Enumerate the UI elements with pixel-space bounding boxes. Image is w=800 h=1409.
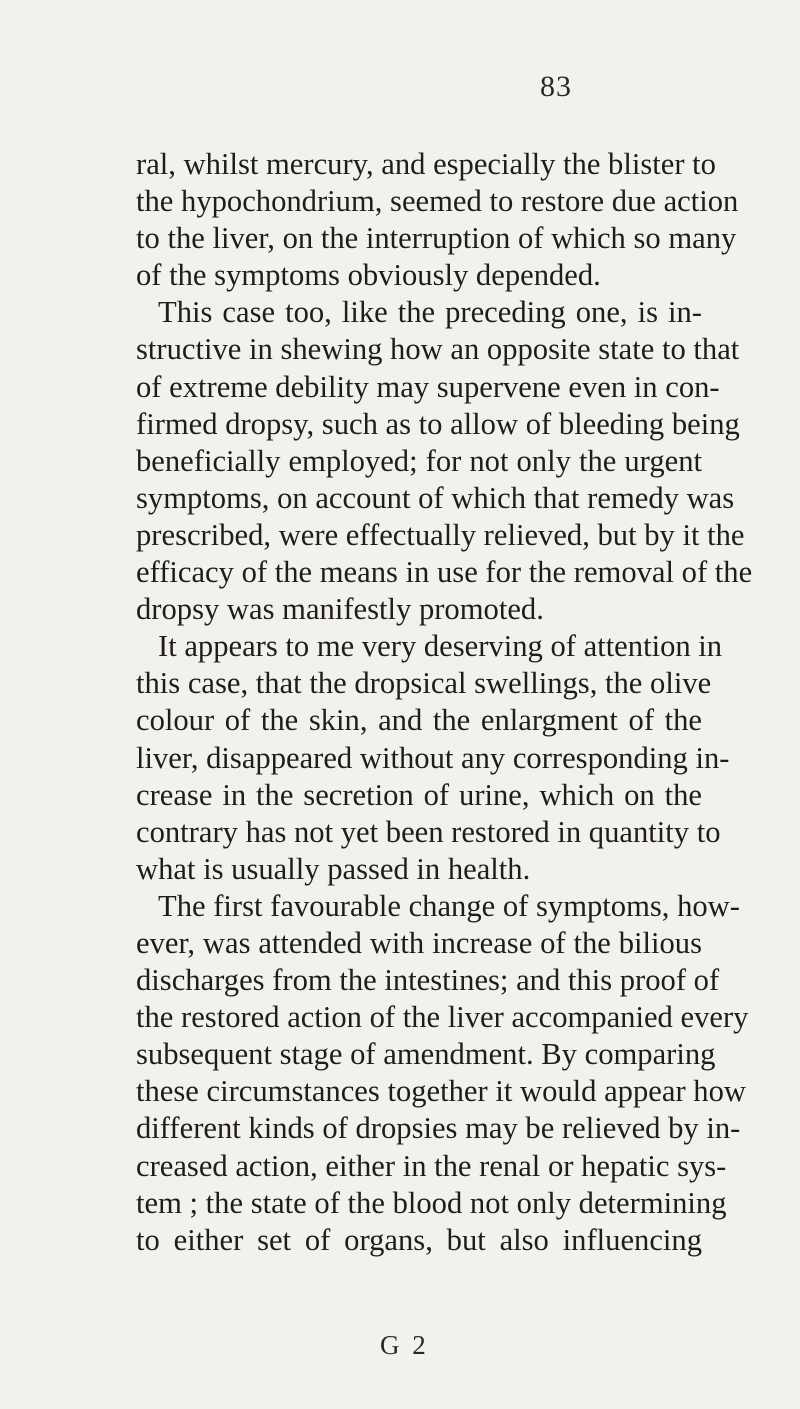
- text-line: It appears to me very deserving of attention in: [158, 629, 723, 664]
- text-line: dropsy was manifestly promoted.: [136, 592, 544, 627]
- text-line: subsequent stage of amendment. By comparing: [136, 1037, 716, 1072]
- text-line: The first favourable change of symptoms, how-: [158, 888, 740, 923]
- body-text: [136, 146, 753, 1259]
- text-line: creased action, either in the renal or hepatic sys-: [136, 1148, 727, 1183]
- text-line: contrary has not yet been restored in quantity to: [136, 814, 721, 849]
- text-line: the hypochondrium, seemed to restore due action: [136, 184, 739, 219]
- text-line: tem ; the state of the blood not only determining: [136, 1185, 727, 1220]
- text-line: different kinds of dropsies may be relieved by in-: [136, 1111, 741, 1146]
- text-line: of the symptoms obviously depended.: [136, 258, 601, 293]
- text-line: discharges from the intestines; and this proof of: [136, 963, 720, 998]
- text-line: to either set of organs, but also influencing: [136, 1222, 702, 1257]
- text-line: of extreme debility may supervene even in con-: [136, 369, 720, 404]
- text-line: prescribed, were effectually relieved, but by it the: [136, 517, 745, 552]
- text-line: structive in shewing how an opposite state to that: [136, 332, 740, 367]
- text-line: what is usually passed in health.: [136, 851, 531, 886]
- page-number: 83: [540, 70, 572, 103]
- text-line: This case too, like the preceding one, is in-: [158, 295, 702, 330]
- text-line: to the liver, on the interruption of which so many: [136, 221, 737, 256]
- text-line: crease in the secretion of urine, which on the: [136, 777, 702, 812]
- text-line: ever, was attended with increase of the bilious: [136, 925, 702, 960]
- text-line: liver, disappeared without any corresponding in-: [136, 740, 730, 775]
- text-line: firmed dropsy, such as to allow of bleeding being: [136, 406, 740, 441]
- text-line: beneficially employed; for not only the urgent: [136, 443, 702, 478]
- text-line: colour of the skin, and the enlargment of the: [136, 703, 702, 738]
- text-line: these circumstances together it would appear how: [136, 1074, 746, 1109]
- text-line: ral, whilst mercury, and especially the blister to: [136, 147, 716, 181]
- text-line: efficacy of the means in use for the removal of the: [136, 555, 753, 590]
- text-line: the restored action of the liver accompanied every: [136, 1000, 749, 1035]
- text-line: symptoms, on account of which that remedy was: [136, 480, 735, 515]
- signature-mark: G 2: [380, 1330, 429, 1360]
- text-line: this case, that the dropsical swellings, the olive: [136, 666, 712, 701]
